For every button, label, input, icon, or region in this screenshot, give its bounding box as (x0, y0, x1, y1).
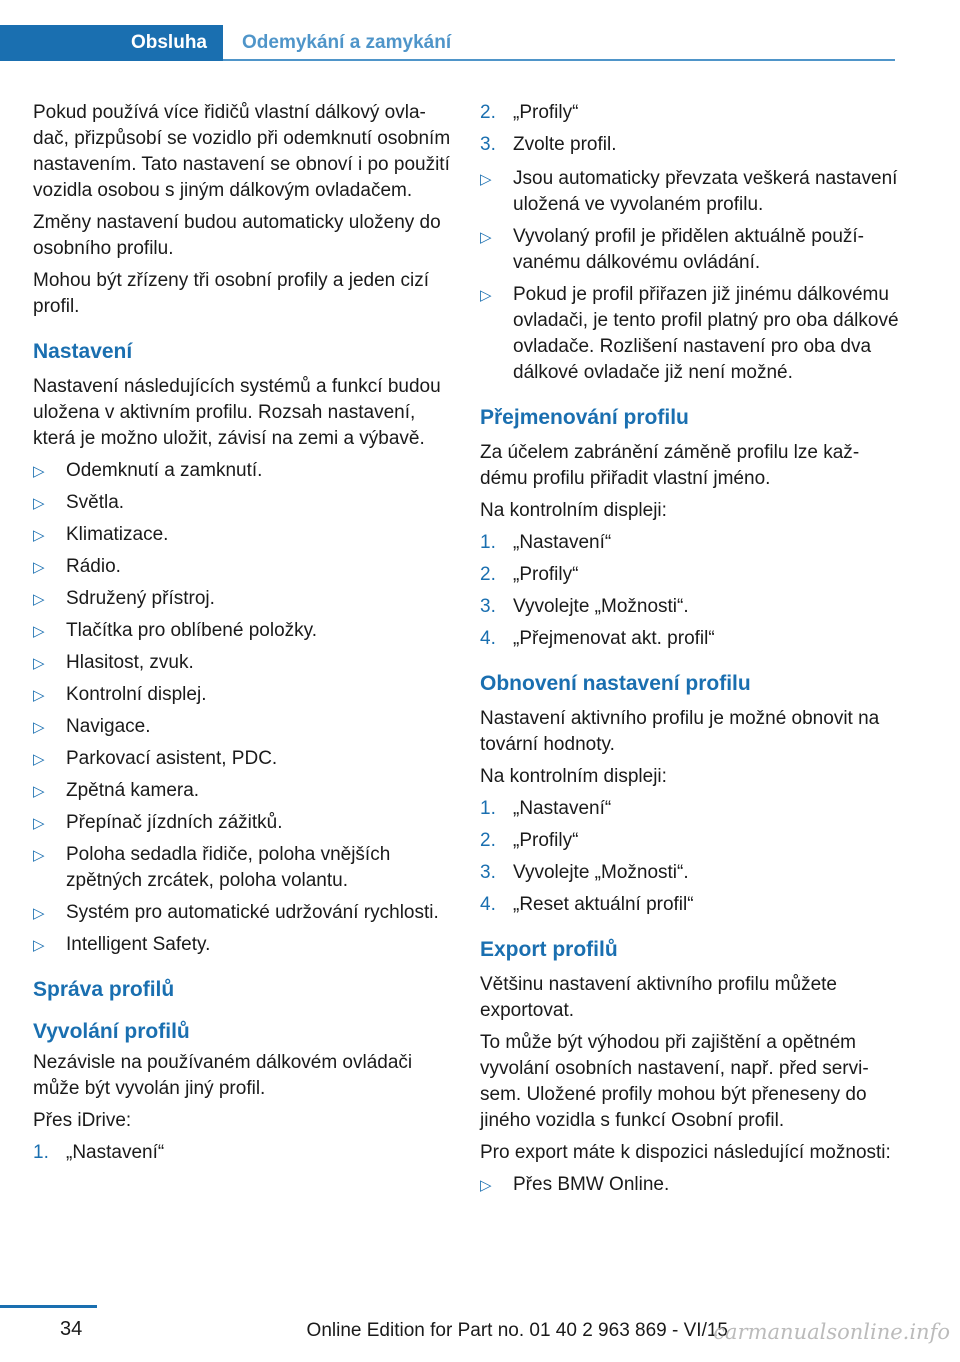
step-number: 3. (480, 134, 496, 155)
step-item: 1. „Nastavení“ (480, 530, 900, 556)
list-item: ▷ Tlačítka pro oblíbené položky. (33, 618, 451, 644)
paragraph: Nastavení aktivního profilu je možné obnovit na tovární hodnoty. (480, 708, 880, 755)
bullet-triangle-icon: ▷ (33, 687, 45, 704)
list-item: ▷ Hlasitost, zvuk. (33, 650, 451, 676)
bullet-triangle-icon: ▷ (480, 229, 492, 246)
step-number: 1. (480, 798, 496, 819)
bullet-triangle-icon: ▷ (33, 463, 45, 480)
paragraph: Mohou být zřízeny tři osobní profily a jeden cizí profil. (33, 270, 430, 317)
paragraph: Za účelem zabránění záměně profilu lze každému profilu přiřadit vlastní jméno. (480, 442, 860, 489)
watermark: carmanualsonline.info (713, 1320, 950, 1344)
paragraph: Nastavení následujících systémů a funkcí budou uložena v aktivním profilu. Rozsah nastavení, která je možno uložit, závisí na zemi a výbavě. (33, 376, 441, 449)
bullet-triangle-icon: ▷ (33, 495, 45, 512)
step-item: 1. „Nastavení“ (480, 796, 900, 822)
bullet-triangle-icon: ▷ (33, 783, 45, 800)
step-number: 1. (33, 1142, 49, 1163)
heading-export-profiles: Export profilů (480, 938, 618, 961)
step-item: 1. „Nastavení“ (33, 1140, 451, 1166)
step-item: 3. Zvolte profil. (480, 132, 900, 158)
list-item: ▷ Přepínač jízdních zážitků. (33, 810, 451, 836)
paragraph: To může být výhodou při zajištění a opětném vyvolání osobních nastavení, např. před servisem. Uložené profily mohou být přeneseny do jiného vozidla s funkcí Osobní profil. (480, 1032, 869, 1131)
list-item: ▷ Pokud je profil přiřazen již jinému dálkovému ovladači, je tento profil platný pro oba dálkové ovladače. Rozlišení nastavení pro oba dva dálkové ovladače již není možné. (480, 284, 899, 383)
bullet-triangle-icon: ▷ (480, 171, 492, 188)
paragraph: Pokud používá více řidičů vlastní dálkový ovladač, přizpůsobí se vozidlo při odemknutí osobním nastavením. Tato nastavení se obnoví i po použití vozidla osobou s jiným dálkovým ovladačem. (33, 102, 451, 201)
bullet-triangle-icon: ▷ (33, 815, 45, 832)
rename-steps (480, 530, 900, 652)
bullet-triangle-icon: ▷ (480, 1177, 492, 1194)
paragraph: Na kontrolním displeji: (480, 766, 667, 787)
recall-notes (480, 166, 900, 386)
list-item: ▷ Odemknutí a zamknutí. (33, 458, 451, 484)
bullet-triangle-icon: ▷ (33, 847, 45, 864)
list-item: ▷ Sdružený přístroj. (33, 586, 451, 612)
step-item: 3. Vyvolejte „Možnosti“. (480, 860, 900, 886)
heading-recall-profiles: Vyvolání profilů (33, 1020, 190, 1043)
right-column (480, 100, 900, 1206)
heading-profile-management: Správa profilů (33, 978, 175, 1001)
heading-rename-profile: Přejmenování profilu (480, 406, 689, 429)
step-number: 4. (480, 894, 496, 915)
list-item: ▷ Kontrolní displej. (33, 682, 451, 708)
heading-reset-profile: Obnovení nastavení profilu (480, 672, 751, 695)
paragraph: Změny nastavení budou automaticky uloženy do osobního profilu. (33, 212, 441, 259)
list-item: ▷ Navigace. (33, 714, 451, 740)
step-number: 1. (480, 532, 496, 553)
paragraph: Většinu nastavení aktivního profilu můžete exportovat. (480, 974, 837, 1021)
step-item: 4. „Reset aktuální profil“ (480, 892, 900, 918)
section-tab-active: Obsluha (0, 25, 223, 61)
page-number: 34 (60, 1318, 83, 1340)
footer-rule (0, 1305, 97, 1308)
step-number: 4. (480, 628, 496, 649)
list-item: ▷ Jsou automaticky převzata veškerá nastavení uložená ve vyvolaném profilu. (480, 168, 898, 215)
list-item: ▷ Zpětná kamera. (33, 778, 451, 804)
export-options (480, 1172, 900, 1198)
page-header (0, 0, 960, 66)
step-item: 3. Vyvolejte „Možnosti“. (480, 594, 900, 620)
bullet-triangle-icon: ▷ (33, 559, 45, 576)
section-tab-subtitle: Odemykání a zamykání (242, 32, 452, 53)
paragraph: Pro export máte k dispozici následující možnosti: (480, 1142, 891, 1163)
step-number: 3. (480, 862, 496, 883)
list-item: ▷ Světla. (33, 490, 451, 516)
step-number: 3. (480, 596, 496, 617)
header-rule (223, 59, 895, 61)
step-number: 2. (480, 830, 496, 851)
bullet-triangle-icon: ▷ (33, 905, 45, 922)
paragraph: Přes iDrive: (33, 1110, 132, 1131)
list-item: ▷ Systém pro automatické udržování rychlosti. (33, 900, 451, 926)
left-column (33, 100, 451, 1174)
list-item: ▷ Parkovací asistent, PDC. (33, 746, 451, 772)
step-item: 2. „Profily“ (480, 828, 900, 854)
reset-steps (480, 796, 900, 918)
list-item: ▷ Přes BMW Online. (480, 1172, 900, 1198)
bullet-triangle-icon: ▷ (33, 527, 45, 544)
step-item: 2. „Profily“ (480, 100, 900, 126)
bullet-triangle-icon: ▷ (33, 751, 45, 768)
recall-steps (33, 1140, 451, 1166)
edition-info: Online Edition for Part no. 01 40 2 963 869 - VI/15 (306, 1320, 728, 1341)
paragraph: Na kontrolním displeji: (480, 500, 667, 521)
list-item: ▷ Intelligent Safety. (33, 932, 451, 958)
list-item: ▷ Vyvolaný profil je přidělen aktuálně používanému dálkovému ovládání. (480, 226, 864, 273)
bullet-triangle-icon: ▷ (33, 591, 45, 608)
list-item: ▷ Poloha sedadla řidiče, poloha vnějších zpětných zrcátek, poloha volantu. (33, 844, 391, 891)
settings-list (33, 458, 451, 958)
step-item: 4. „Přejmenovat akt. profil“ (480, 626, 900, 652)
step-item: 2. „Profily“ (480, 562, 900, 588)
step-number: 2. (480, 564, 496, 585)
bullet-triangle-icon: ▷ (33, 655, 45, 672)
list-item: ▷ Klimatizace. (33, 522, 451, 548)
heading-settings: Nastavení (33, 340, 133, 363)
bullet-triangle-icon: ▷ (33, 719, 45, 736)
paragraph: Nezávisle na používaném dálkovém ovládači může být vyvolán jiný profil. (33, 1052, 413, 1099)
bullet-triangle-icon: ▷ (33, 623, 45, 640)
step-number: 2. (480, 102, 496, 123)
bullet-triangle-icon: ▷ (33, 937, 45, 954)
recall-steps-continued (480, 100, 900, 158)
bullet-triangle-icon: ▷ (480, 287, 492, 304)
list-item: ▷ Rádio. (33, 554, 451, 580)
